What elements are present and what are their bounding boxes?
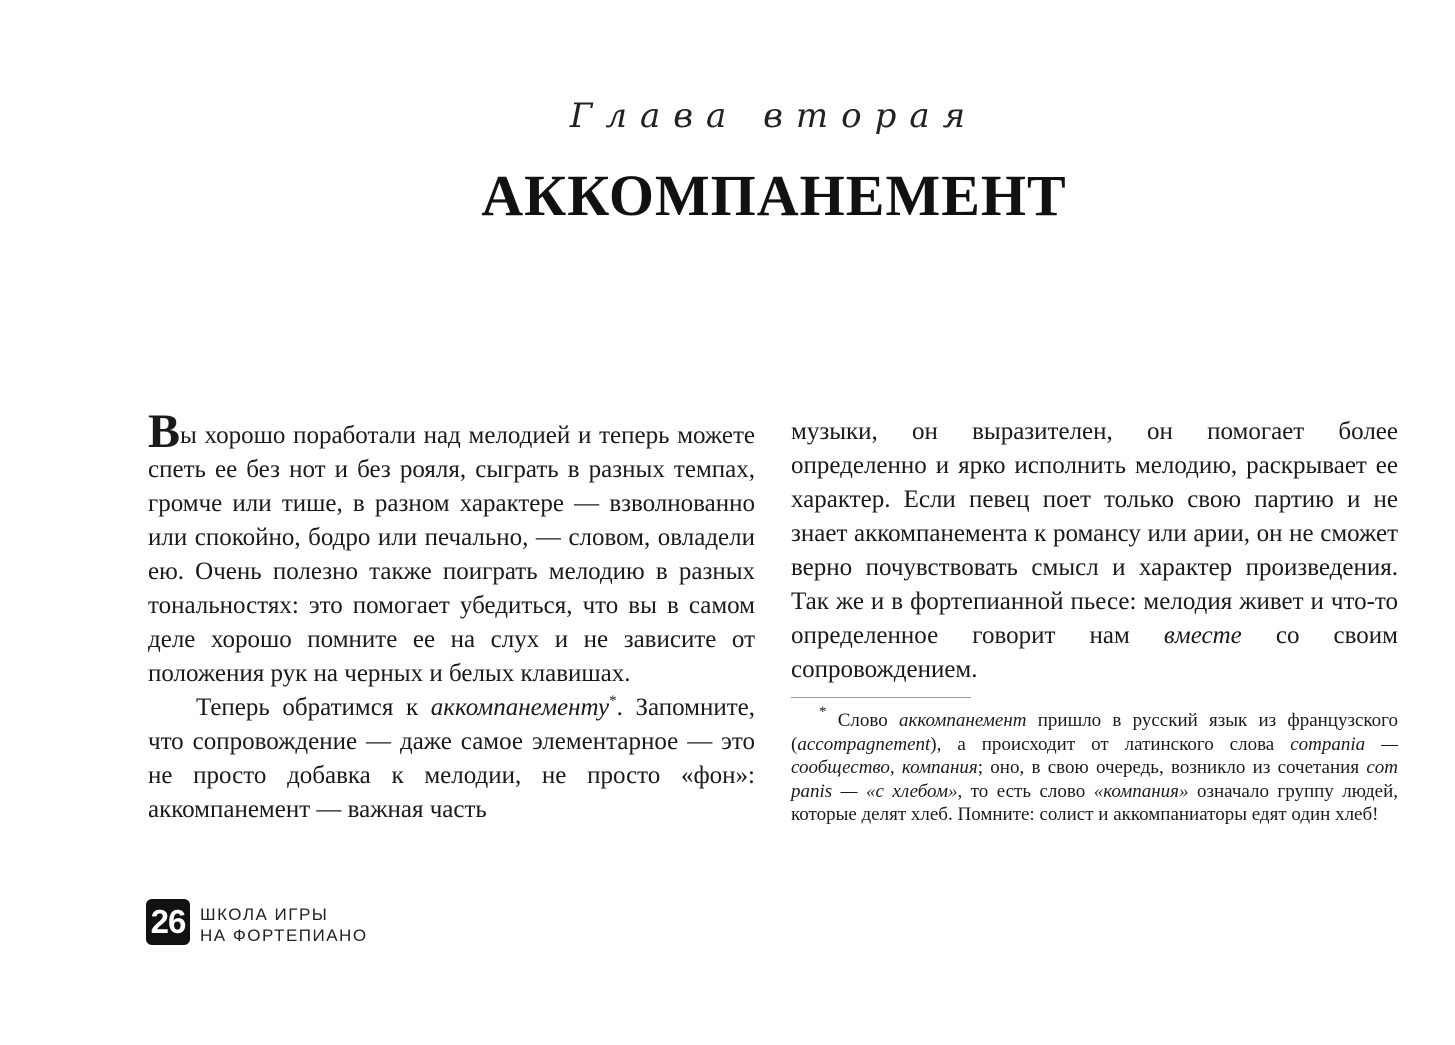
- footnote-mark: *: [819, 704, 827, 720]
- footnote-emphasis: аккомпанемент: [898, 710, 1027, 731]
- chapter-title: АККОМПАНЕМЕНТ: [481, 163, 1067, 228]
- paragraph-2-end: со своим сопровождением.: [791, 622, 1398, 683]
- book-title-line-1: ШКОЛА ИГРЫ: [200, 905, 329, 924]
- paragraph-2-text-left: . Запомните, что сопровождение — даже самое элементарное — это не просто добавка к мелодии, не просто «фон»: аккомпанемент — важная часть: [148, 694, 756, 823]
- footnote-emphasis: «компания»: [1093, 780, 1189, 802]
- text-column-right: [791, 415, 1398, 687]
- emphasis-term: аккомпанементу: [430, 694, 610, 721]
- drop-cap: В: [148, 405, 181, 458]
- paragraph-1: [148, 405, 755, 691]
- paragraph-2-continued: [791, 415, 1398, 687]
- paragraph-2-lead: Теперь обратимся к: [196, 694, 431, 721]
- paragraph-2-text-right: музыки, он выразителен, он помогает более определенно и ярко исполнить мелодию, раскрывает ее характер. Если певец поет только свою партию и не знает аккомпанемента к романсу или арии, он не сможет верно почувствовать смысл и характер произведения. Так же и в фортепианной пьесе: мелодия живет и что-то определенное говорит нам: [791, 418, 1398, 649]
- footnote-emphasis: accompagnement: [797, 733, 931, 755]
- page-number: 26: [146, 899, 190, 945]
- footnote-text: ; оно, в свою очередь, возникло из сочетания: [977, 757, 1367, 778]
- running-head: [200, 904, 368, 946]
- footnote: [791, 704, 1398, 827]
- footnote-text: означало группу людей, которые делят хлеб. Помните: солист и аккомпаниаторы едят один хлеб!: [791, 780, 1398, 825]
- chapter-subtitle: Глава вторая: [569, 96, 979, 136]
- paragraph-2-start: [148, 691, 755, 827]
- text-column-left: [148, 405, 756, 827]
- footnote-emphasis: compania — сообщество, компания: [791, 733, 1398, 778]
- book-title-line-2: НА ФОРТЕПИАНО: [200, 926, 368, 945]
- footnote-text: Слово: [826, 710, 899, 731]
- footnote-text: пришло в русский язык из французского (: [791, 710, 1398, 755]
- footnote-emphasis: com panis — «с хлебом»: [791, 757, 1398, 802]
- footnote-divider: [791, 697, 971, 698]
- footnote-text: ), а происходит от латинского слова: [930, 733, 1291, 755]
- paragraph-1-text: ы хорошо поработали над мелодией и теперь можете спеть ее без нот и без рояля, сыграть в разных темпах, громче или тише, в разном характере — взволнованно или спокойно, бодро или печально, — словом, овладели ею. Очень полезно также поиграть мелодию в разных тональностях: это помогает убедиться, что вы в самом деле хорошо помните ее на слух и не зависите от положения рук на черных и белых клавишах.: [148, 422, 755, 687]
- footnote-text: , то есть слово: [957, 780, 1094, 802]
- emphasis-together: вместе: [1163, 622, 1242, 649]
- footnote-marker: *: [609, 693, 617, 709]
